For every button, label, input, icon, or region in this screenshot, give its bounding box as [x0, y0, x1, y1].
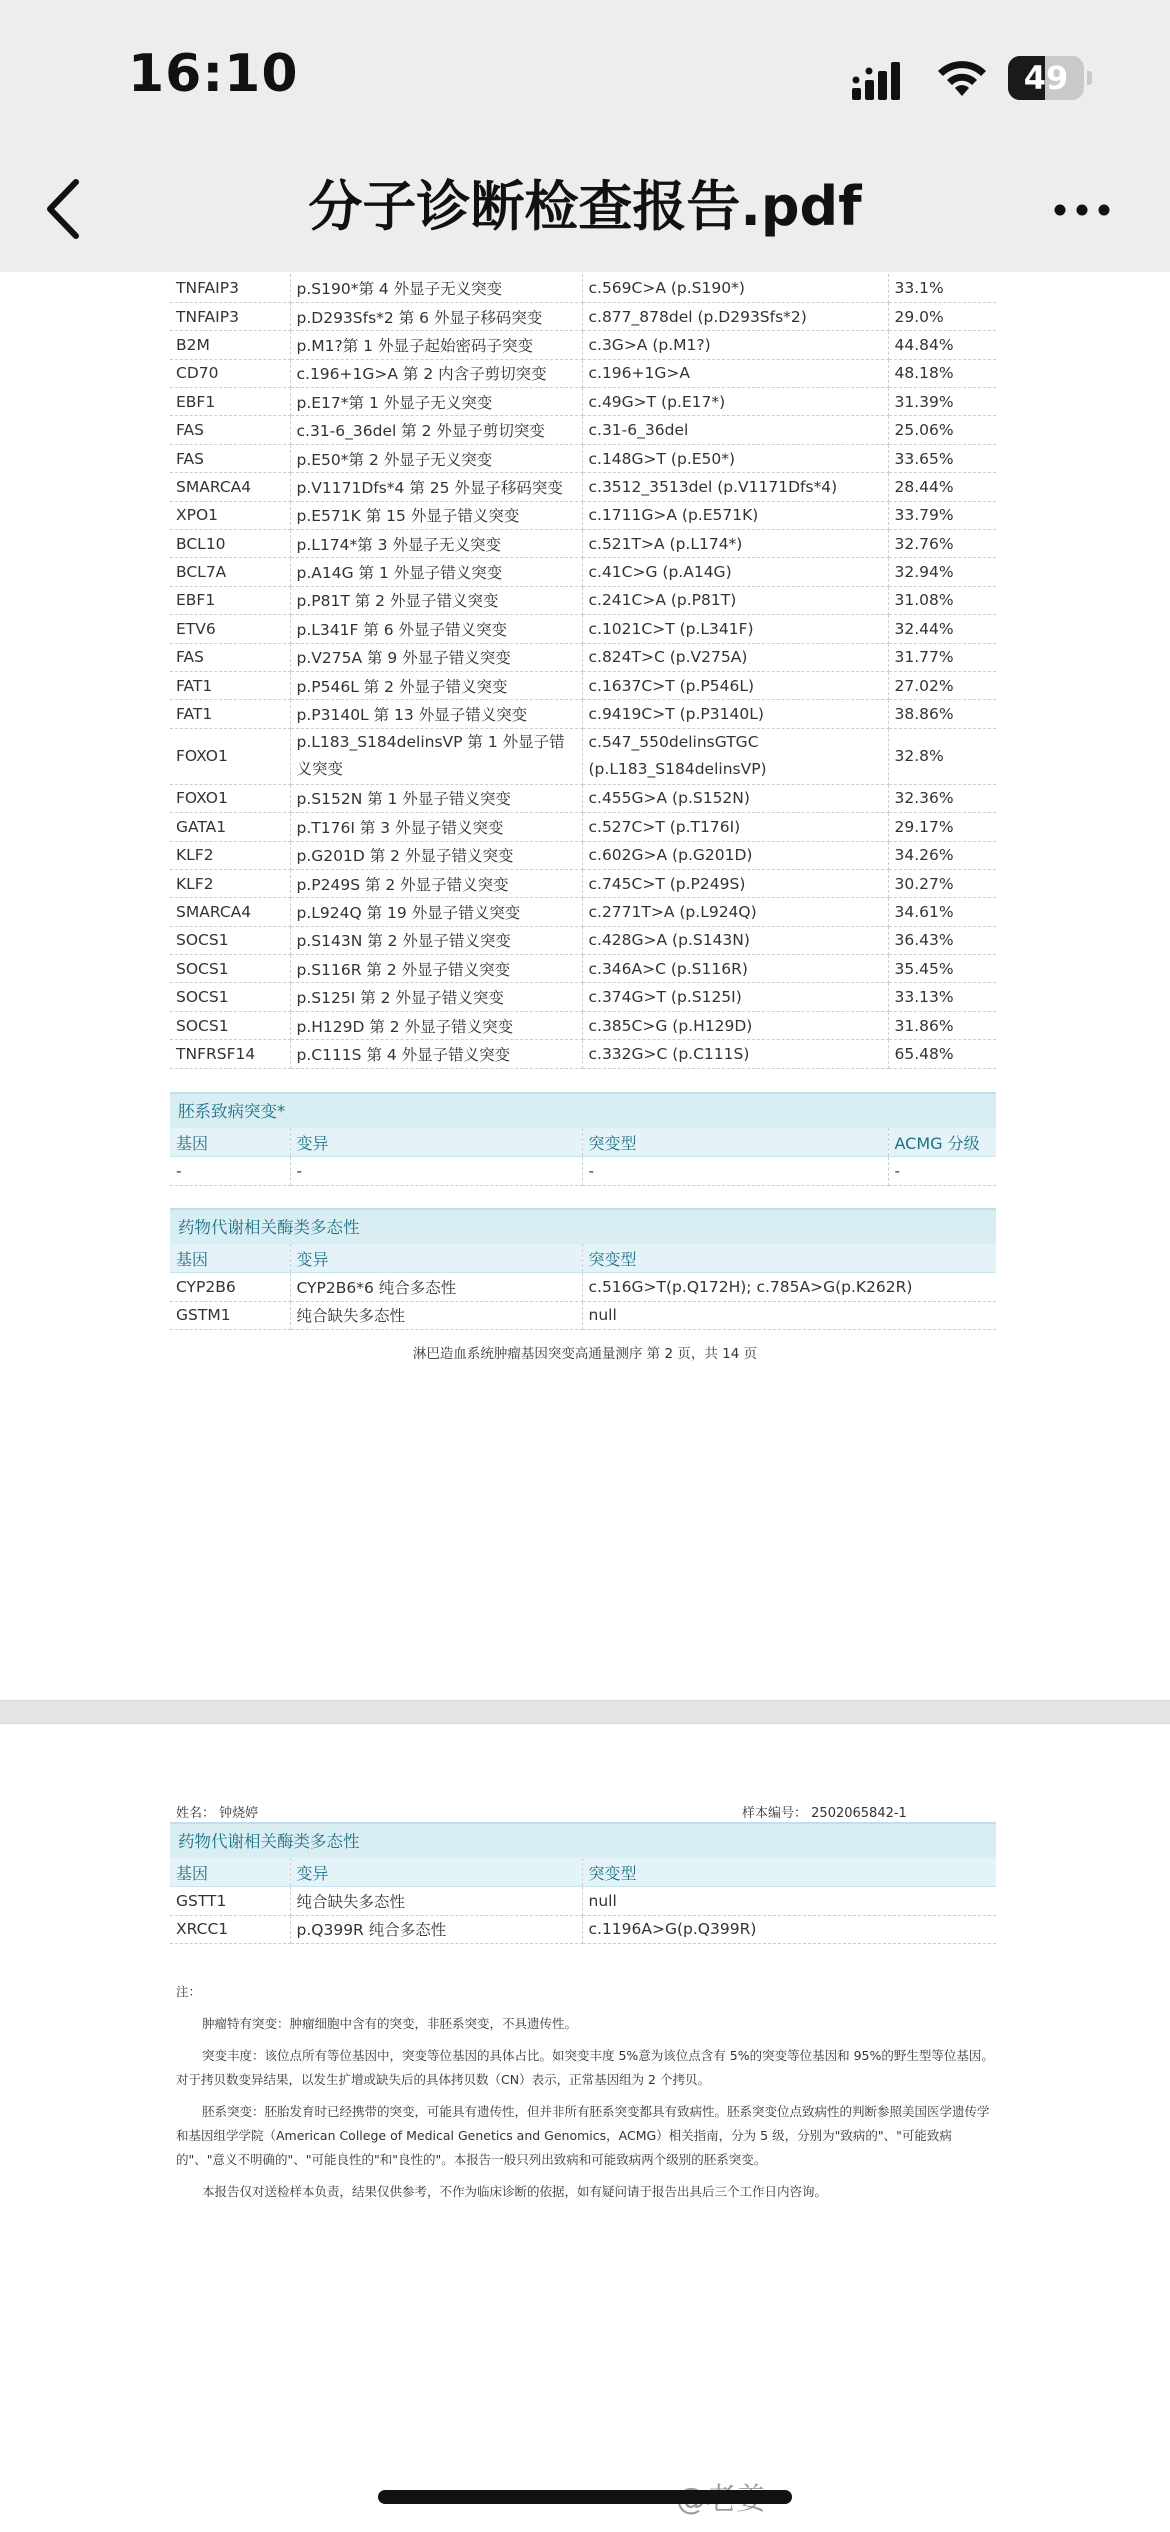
table-row — [170, 700, 996, 728]
cell-gene: FOXO1 — [170, 728, 290, 784]
cell-mutation-type: null — [582, 1887, 996, 1916]
cell-gene: FAS — [170, 444, 290, 472]
cell-vaf: 65.48% — [888, 1040, 996, 1068]
table-row — [170, 955, 996, 983]
cell-mutation-type: c.332G>C (p.C111S) — [582, 1040, 888, 1068]
cell-gene: SOCS1 — [170, 926, 290, 954]
cell-gene: TNFRSF14 — [170, 1040, 290, 1068]
nav-bar — [0, 150, 1170, 272]
cell-variant: 纯合缺失多态性 — [290, 1887, 582, 1916]
cell-gene: - — [170, 1157, 290, 1186]
cell-variant: p.E50*第 2 外显子无义突变 — [290, 444, 582, 472]
cell-variant: p.C111S 第 4 外显子错义突变 — [290, 1040, 582, 1068]
home-indicator[interactable] — [378, 2490, 792, 2504]
cell-vaf: 44.84% — [888, 331, 996, 359]
pharmaco-section-title: 药物代谢相关酶类多态性 — [170, 1822, 996, 1858]
table-row — [170, 898, 996, 926]
cell-mutation-type: c.877_878del (p.D293Sfs*2) — [582, 302, 888, 330]
table-row — [170, 388, 996, 416]
cell-mutation-type: null — [582, 1301, 996, 1330]
note-germline: 胚系突变：胚胎发育时已经携带的突变，可能具有遗传性，但并非所有胚系突变都具有致病性。胚系突变位点致病性的判断参照美国医学遗传学和基因组学学院（American College of Medical Genetics and Genomics，ACMG）相关指南，分为 5 级，分别为"致病的"、"可能致病的"、"意义不明确的"、"可能良性的"和"良性的"。本报告一般只列出致病和可能致病两个级别的胚系突变。 — [176, 2104, 990, 2167]
cell-mutation-type: c.527C>T (p.T176I) — [582, 813, 888, 841]
table-row — [170, 558, 996, 586]
cell-gene: GSTT1 — [170, 1887, 290, 1916]
cell-vaf: 32.44% — [888, 615, 996, 643]
somatic-mutation-table — [170, 274, 996, 1069]
cell-mutation-type: c.2771T>A (p.L924Q) — [582, 898, 888, 926]
cell-vaf: 32.76% — [888, 530, 996, 558]
cell-gene: SMARCA4 — [170, 473, 290, 501]
cell-mutation-type: c.602G>A (p.G201D) — [582, 841, 888, 869]
cell-variant: p.P249S 第 2 外显子错义突变 — [290, 869, 582, 897]
cell-vaf: 31.86% — [888, 1011, 996, 1039]
pdf-page-2 — [0, 272, 1170, 1700]
table-row — [170, 728, 996, 784]
cell-variant: p.V275A 第 9 外显子错义突变 — [290, 643, 582, 671]
cell-variant: p.E571K 第 15 外显子错义突变 — [290, 501, 582, 529]
germline-section-title: 胚系致病突变* — [170, 1092, 996, 1128]
cell-variant: p.E17*第 1 外显子无义突变 — [290, 388, 582, 416]
table-row — [170, 615, 996, 643]
pdf-viewer[interactable] — [0, 272, 1170, 2532]
cell-vaf: 33.1% — [888, 274, 996, 302]
cell-vaf: 25.06% — [888, 416, 996, 444]
table-row — [170, 530, 996, 558]
table-row — [170, 444, 996, 472]
cell-mutation-type: c.428G>A (p.S143N) — [582, 926, 888, 954]
cell-gene: FAT1 — [170, 671, 290, 699]
cell-variant: c.196+1G>A 第 2 内含子剪切突变 — [290, 359, 582, 387]
pharmaco-table — [170, 1244, 996, 1330]
cell-mutation-type: c.241C>A (p.P81T) — [582, 586, 888, 614]
cell-vaf: 31.39% — [888, 388, 996, 416]
cell-variant: - — [290, 1157, 582, 1186]
cell-gene: CYP2B6 — [170, 1273, 290, 1302]
cell-vaf: 38.86% — [888, 700, 996, 728]
report-notes — [176, 1980, 996, 2212]
cell-vaf: 30.27% — [888, 869, 996, 897]
cell-mutation-type: c.31-6_36del — [582, 416, 888, 444]
cell-gene: EBF1 — [170, 586, 290, 614]
pharmaco-section-title: 药物代谢相关酶类多态性 — [170, 1208, 996, 1244]
cell-mutation-type: c.3G>A (p.M1?) — [582, 331, 888, 359]
header-variant: 变异 — [290, 1244, 582, 1273]
table-row — [170, 1915, 996, 1944]
header-variant: 变异 — [290, 1858, 582, 1887]
page-separator — [0, 1700, 1170, 1724]
table-row — [170, 869, 996, 897]
cell-mutation-type: c.745C>T (p.P249S) — [582, 869, 888, 897]
pdf-page-3 — [0, 1724, 1170, 2532]
wifi-icon — [934, 56, 990, 100]
cell-gene: SOCS1 — [170, 1011, 290, 1039]
cell-variant: p.L183_S184delinsVP 第 1 外显子错义突变 — [290, 728, 582, 784]
cell-vaf: 36.43% — [888, 926, 996, 954]
cell-mutation-type: c.547_550delinsGTGC (p.L183_S184delinsVP) — [582, 728, 888, 784]
cell-gene: KLF2 — [170, 869, 290, 897]
cell-acmg: - — [888, 1157, 996, 1186]
cell-vaf: 34.26% — [888, 841, 996, 869]
note-disclaimer: 本报告仅对送检样本负责，结果仅供参考，不作为临床诊断的依据，如有疑问请于报告出具后三个工作日内咨询。 — [202, 2184, 828, 2199]
cell-mutation-type: c.385C>G (p.H129D) — [582, 1011, 888, 1039]
cell-vaf: 31.77% — [888, 643, 996, 671]
pharmaco-table-continued — [170, 1858, 996, 1944]
cell-variant: p.P3140L 第 13 外显子错义突变 — [290, 700, 582, 728]
table-row — [170, 643, 996, 671]
cell-variant: p.A14G 第 1 外显子错义突变 — [290, 558, 582, 586]
document-title: 分子诊断检查报告.pdf — [308, 175, 862, 238]
cell-variant: p.H129D 第 2 外显子错义突变 — [290, 1011, 582, 1039]
cell-gene: FAS — [170, 643, 290, 671]
header-gene: 基因 — [170, 1858, 290, 1887]
header-mutation-type: 突变型 — [582, 1244, 996, 1273]
cell-mutation-type: c.1196A>G(p.Q399R) — [582, 1915, 996, 1944]
table-row — [170, 1040, 996, 1068]
cell-variant: 纯合缺失多态性 — [290, 1301, 582, 1330]
header-gene: 基因 — [170, 1128, 290, 1157]
table-row — [170, 784, 996, 812]
patient-name-label: 姓名： — [176, 1806, 216, 1821]
table-row — [170, 501, 996, 529]
cell-gene: KLF2 — [170, 841, 290, 869]
cell-vaf: 29.0% — [888, 302, 996, 330]
table-row — [170, 926, 996, 954]
cell-variant: p.P81T 第 2 外显子错义突变 — [290, 586, 582, 614]
cell-gene: FAS — [170, 416, 290, 444]
cell-mutation-type: c.346A>C (p.S116R) — [582, 955, 888, 983]
cell-gene: B2M — [170, 331, 290, 359]
cell-variant: p.S152N 第 1 外显子错义突变 — [290, 784, 582, 812]
cell-gene: XRCC1 — [170, 1915, 290, 1944]
pharmaco-header-row — [170, 1244, 996, 1273]
cell-mutation-type: c.3512_3513del (p.V1171Dfs*4) — [582, 473, 888, 501]
cell-mutation-type: c.824T>C (p.V275A) — [582, 643, 888, 671]
cell-variant: p.G201D 第 2 外显子错义突变 — [290, 841, 582, 869]
back-chevron-icon[interactable] — [40, 174, 90, 244]
header-gene: 基因 — [170, 1244, 290, 1273]
table-row — [170, 359, 996, 387]
table-row — [170, 983, 996, 1011]
cell-variant: p.S116R 第 2 外显子错义突变 — [290, 955, 582, 983]
cell-variant: p.S125I 第 2 外显子错义突变 — [290, 983, 582, 1011]
cell-gene: ETV6 — [170, 615, 290, 643]
table-row — [170, 416, 996, 444]
cell-variant: c.31-6_36del 第 2 外显子剪切突变 — [290, 416, 582, 444]
battery-icon — [1008, 56, 1092, 100]
table-row — [170, 1887, 996, 1916]
cell-mutation-type: c.1637C>T (p.P546L) — [582, 671, 888, 699]
sample-number — [742, 1802, 907, 1821]
cell-gene: SOCS1 — [170, 955, 290, 983]
table-row — [170, 841, 996, 869]
table-row — [170, 1011, 996, 1039]
cell-gene: XPO1 — [170, 501, 290, 529]
cell-variant: p.D293Sfs*2 第 6 外显子移码突变 — [290, 302, 582, 330]
cell-mutation-type: c.1021C>T (p.L341F) — [582, 615, 888, 643]
status-bar — [0, 0, 1170, 150]
cell-vaf: 33.79% — [888, 501, 996, 529]
cell-variant: p.M1?第 1 外显子起始密码子突变 — [290, 331, 582, 359]
cell-variant: p.S143N 第 2 外显子错义突变 — [290, 926, 582, 954]
cell-vaf: 34.61% — [888, 898, 996, 926]
cell-gene: TNFAIP3 — [170, 302, 290, 330]
cell-mutation-type: c.9419C>T (p.P3140L) — [582, 700, 888, 728]
cell-gene: FOXO1 — [170, 784, 290, 812]
table-row — [170, 813, 996, 841]
cell-gene: EBF1 — [170, 388, 290, 416]
cell-gene: CD70 — [170, 359, 290, 387]
cell-vaf: 32.8% — [888, 728, 996, 784]
more-options-icon[interactable] — [1050, 180, 1114, 240]
page-footer: 淋巴造血系统肿瘤基因突变高通量测序 第 2 页，共 14 页 — [412, 1346, 758, 1362]
pharmaco-header-row — [170, 1858, 996, 1887]
cell-gene: FAT1 — [170, 700, 290, 728]
cell-variant: p.T176I 第 3 外显子错义突变 — [290, 813, 582, 841]
cell-vaf: 28.44% — [888, 473, 996, 501]
cell-vaf: 29.17% — [888, 813, 996, 841]
cell-gene: GSTM1 — [170, 1301, 290, 1330]
cell-vaf: 48.18% — [888, 359, 996, 387]
cell-variant: CYP2B6*6 纯合多态性 — [290, 1273, 582, 1302]
cell-mutation-type: c.196+1G>A — [582, 359, 888, 387]
cell-gene: SMARCA4 — [170, 898, 290, 926]
cell-gene: SOCS1 — [170, 983, 290, 1011]
table-row — [170, 274, 996, 302]
cell-variant: p.Q399R 纯合多态性 — [290, 1915, 582, 1944]
notes-label: 注： — [176, 1984, 202, 1999]
header-acmg: ACMG 分级 — [888, 1128, 996, 1157]
cell-mutation-type: c.148G>T (p.E50*) — [582, 444, 888, 472]
cell-vaf: 31.08% — [888, 586, 996, 614]
cell-mutation-type: c.1711G>A (p.E571K) — [582, 501, 888, 529]
table-row — [170, 302, 996, 330]
cell-gene: TNFAIP3 — [170, 274, 290, 302]
germline-table — [170, 1128, 996, 1186]
cell-gene: BCL7A — [170, 558, 290, 586]
cell-vaf: 33.13% — [888, 983, 996, 1011]
cellular-signal-icon — [852, 60, 914, 100]
cell-mutation-type: c.374G>T (p.S125I) — [582, 983, 888, 1011]
cell-mutation-type: c.455G>A (p.S152N) — [582, 784, 888, 812]
battery-level: 49 — [1023, 59, 1069, 97]
cell-vaf: 35.45% — [888, 955, 996, 983]
sample-number-value: 2502065842-1 — [811, 1806, 907, 1821]
table-row — [170, 331, 996, 359]
cell-vaf: 32.94% — [888, 558, 996, 586]
cell-mutation-type: - — [582, 1157, 888, 1186]
header-variant: 变异 — [290, 1128, 582, 1157]
note-somatic: 肿瘤特有突变：肿瘤细胞中含有的突变，非胚系突变，不具遗传性。 — [202, 2016, 578, 2031]
cell-variant: p.L341F 第 6 外显子错义突变 — [290, 615, 582, 643]
cell-mutation-type: c.569C>A (p.S190*) — [582, 274, 888, 302]
top-bar — [0, 0, 1170, 272]
table-row — [170, 671, 996, 699]
cell-variant: p.L174*第 3 外显子无义突变 — [290, 530, 582, 558]
cell-variant: p.P546L 第 2 外显子错义突变 — [290, 671, 582, 699]
header-mutation-type: 突变型 — [582, 1858, 996, 1887]
sample-number-label: 样本编号： — [742, 1806, 808, 1821]
table-row — [170, 586, 996, 614]
germline-header-row — [170, 1128, 996, 1157]
cell-gene: BCL10 — [170, 530, 290, 558]
table-row — [170, 1273, 996, 1302]
patient-name — [176, 1802, 258, 1821]
cell-mutation-type: c.41C>G (p.A14G) — [582, 558, 888, 586]
status-time: 16:10 — [128, 44, 299, 104]
table-row — [170, 473, 996, 501]
cell-variant: p.S190*第 4 外显子无义突变 — [290, 274, 582, 302]
patient-name-value: 钟烧婷 — [219, 1806, 259, 1821]
cell-mutation-type: c.49G>T (p.E17*) — [582, 388, 888, 416]
cell-gene: GATA1 — [170, 813, 290, 841]
table-row — [170, 1301, 996, 1330]
cell-vaf: 33.65% — [888, 444, 996, 472]
note-vaf: 突变丰度：该位点所有等位基因中，突变等位基因的具体占比。如突变丰度 5%意为该位点含有 5%的突变等位基因和 95%的野生型等位基因。对于拷贝数变异结果，以发生扩增或缺失后的具体拷贝数（CN）表示，正常基因组为 2 个拷贝。 — [176, 2048, 994, 2087]
cell-mutation-type: c.521T>A (p.L174*) — [582, 530, 888, 558]
cell-vaf: 32.36% — [888, 784, 996, 812]
cell-variant: p.L924Q 第 19 外显子错义突变 — [290, 898, 582, 926]
cell-vaf: 27.02% — [888, 671, 996, 699]
cell-mutation-type: c.516G>T(p.Q172H); c.785A>G(p.K262R) — [582, 1273, 996, 1302]
header-mutation-type: 突变型 — [582, 1128, 888, 1157]
table-row — [170, 1157, 996, 1186]
cell-variant: p.V1171Dfs*4 第 25 外显子移码突变 — [290, 473, 582, 501]
